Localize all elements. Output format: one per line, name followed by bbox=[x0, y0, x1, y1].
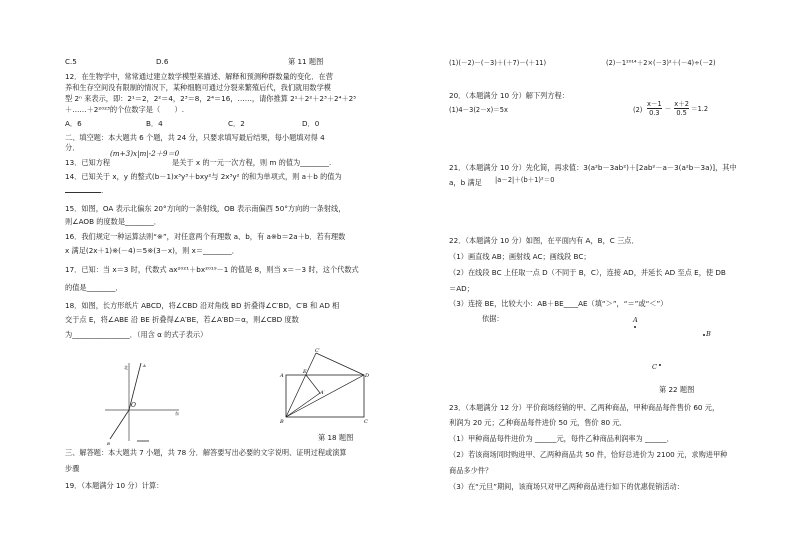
fraction-1-denominator: 0.3 bbox=[649, 109, 660, 117]
q22-line2: （1）画直线 AB；画射线 AC；画线段 BC； bbox=[449, 252, 591, 261]
section3-heading-line2: 步骤 bbox=[65, 464, 80, 473]
q22-point-a bbox=[633, 316, 638, 325]
compass-figure bbox=[105, 355, 195, 447]
fraction-2 bbox=[674, 98, 689, 117]
diagonal-bd bbox=[286, 375, 364, 417]
section3-heading-line1: 三、解答题：本大题共 7 小题，共 78 分．解答要写出必要的文字说明、证明过程或演算 bbox=[65, 448, 347, 457]
q12-line3: 型 2ⁿ 来表示，即：2¹＝2，2²＝4，2³＝8，2⁴＝16，……，请你推算 2¹＋2²＋2³＋2⁴＋2⁵ bbox=[65, 94, 357, 103]
q22-dot-c bbox=[659, 364, 661, 366]
rhs: ＝1.2 bbox=[691, 104, 709, 113]
q20-part2-label: (2) bbox=[633, 106, 643, 114]
label-e: E bbox=[303, 369, 307, 375]
q22-line5: （3）连接 BE，比较大小：AB＋BE____AE（填“＞”，“＝”或“＜”） bbox=[449, 299, 668, 308]
point-a-label: A bbox=[143, 363, 146, 368]
q19-heading: 19．（本题满分 10 分）计算： bbox=[65, 481, 164, 490]
q19-part1: (1)(－2)－(－3)＋(＋7)－(＋11) bbox=[449, 59, 547, 67]
q11-figure-caption: 第 11 题图 bbox=[288, 57, 324, 66]
origin-label: O bbox=[131, 402, 136, 409]
q18-line2: 交于点 E，将∠ABE 沿 BE 折叠得∠A′BE，若∠A′BD＝α，则∠CBD 度数 bbox=[65, 315, 299, 324]
q12-line2: 养和生存空间没有限制的情况下，某种细胞可通过分裂来繁殖后代，我们就用数学模 bbox=[65, 83, 331, 92]
q20-part1: (1)4－3(2－x)＝5x bbox=[449, 106, 508, 114]
east-label: 东 bbox=[175, 411, 179, 416]
q15-line2: 则∠AOB 的度数是________． bbox=[65, 217, 161, 226]
q21-line2-prefix: a，b 满足 bbox=[449, 178, 482, 187]
q12-option-a: A．6 bbox=[65, 119, 82, 128]
q19-part2: (2)－1²⁰¹⁴＋2×(－3)²＋(－4)÷(－2) bbox=[606, 59, 716, 67]
q17-line1: 17．已知：当 x＝3 时，代数式 ax²⁰²¹＋bx²⁰¹⁹－1 的值是 8，则当 x＝－3 时，这个代数式 bbox=[65, 265, 359, 274]
rectangle-fold-figure bbox=[278, 347, 370, 427]
label-c-prime: C′ bbox=[315, 348, 320, 354]
q22-dot-b bbox=[703, 334, 705, 336]
segment-cpd bbox=[316, 353, 364, 375]
fraction-2-numerator: x＋2 bbox=[674, 100, 689, 108]
q22-point-c: C bbox=[652, 363, 658, 371]
q23-line3: （1）甲种商品每件进价为 ______元，每件乙种商品利润率为 ______． bbox=[449, 434, 674, 443]
q12-line4: ＋……＋2²⁰²³的个位数字是（ ）. bbox=[65, 105, 185, 114]
q22-figure-caption: 第 22 题图 bbox=[659, 385, 695, 394]
q17-line2: 的值是________． bbox=[65, 283, 123, 292]
q13-equation: (m+3)x|m|-2＋9＝0 bbox=[110, 149, 180, 158]
label-a-prime: A′ bbox=[320, 390, 325, 396]
q14-text: 14．已知关于 x，y 的整式(b－1)x³y³＋bxy²与 2x³y² 的和为单项式，则 a＋b 的值为 bbox=[65, 172, 342, 181]
q12-line1: 12．在生物学中，常常通过建立数学模型来描述、解释和预测种群数量的变化．在营 bbox=[65, 72, 333, 81]
q23-line2: 利润为 20 元；乙种商品每件进价 50 元，售价 80 元． bbox=[449, 418, 627, 427]
segment-bcp bbox=[286, 353, 316, 417]
fraction-1-numerator: x－1 bbox=[647, 100, 662, 108]
q22-point-b: B bbox=[706, 330, 711, 338]
q12-option-b: B．4 bbox=[146, 119, 163, 128]
label-a: A bbox=[280, 373, 284, 379]
q22-line4: ＝AD； bbox=[449, 284, 474, 293]
q16-line2: x 满足(2x＋1)※(－4)＝5※(3－x)，则 x＝________． bbox=[65, 246, 239, 255]
point-b-label: B bbox=[107, 441, 110, 446]
q22-line3: （2）在线段 BC 上任取一点 D（不同于 B，C），连接 AD，并延长 AD 至点 E，使 DB bbox=[449, 268, 726, 277]
q11-option-d: D.6 bbox=[156, 57, 169, 66]
q12-option-d: D．0 bbox=[302, 119, 320, 128]
q21-condition: |a－2|＋(b＋1)²＝0 bbox=[495, 176, 555, 184]
q22-basis-label: 依据： bbox=[482, 314, 504, 323]
label-b: B bbox=[280, 419, 284, 425]
q23-line5: 商品多少件？ bbox=[449, 466, 493, 475]
q20-heading: 20．（本题满分 10 分）解下列方程： bbox=[449, 91, 569, 100]
q21-line1: 21．（本题满分 10 分）先化简，再求值：3(a²b－3ab²)＋[2ab²－a－3(a²b－3a)]，其中 bbox=[449, 163, 737, 172]
q12-option-c: C．2 bbox=[228, 119, 245, 128]
q18-figure-caption: 第 18 题图 bbox=[318, 433, 354, 442]
q23-line1: 23．（本题满分 12 分）平价商场经销的甲、乙两种商品，甲种商品每件售价 60 元， bbox=[449, 403, 720, 412]
label-c: C bbox=[364, 419, 368, 425]
q15-line1: 15．如图，OA 表示北偏东 20°方向的一条射线，OB 表示南偏西 50°方向的一条射线， bbox=[65, 204, 346, 213]
q18-line1: 18．如图，长方形纸片 ABCD，将∠CBD 沿对角线 BD 折叠得∠C′BD，C′B 和 AD 相 bbox=[65, 301, 340, 310]
section2-heading-line1: 二、填空题：本大题共 6 个题，共 24 分，只要求填写最后结果，每小题填对得 4 bbox=[65, 133, 325, 142]
minus-sign: － bbox=[664, 104, 672, 113]
segment-bap bbox=[286, 393, 320, 417]
q16-line1: 16．我们规定一种运算法则“※”，对任意两个有理数 a、b，有 a※b＝2a＋b．若有理数 bbox=[65, 232, 346, 241]
q20-part2-equation bbox=[647, 98, 708, 117]
q11-option-c: C.5 bbox=[65, 57, 77, 66]
q14-answer-blank: . bbox=[65, 185, 103, 195]
q23-line4: （2）若该商场同时购进甲、乙两种商品共 50 件，恰好总进价为 2100 元，求购进甲种 bbox=[449, 450, 728, 459]
q13-prefix: 13．已知方程 bbox=[65, 158, 111, 167]
section2-heading-line2: 分． bbox=[65, 143, 80, 152]
north-label: 北 bbox=[124, 365, 128, 370]
q13-text: 是关于 x 的一元一次方程，则 m 的值为________. bbox=[172, 158, 332, 167]
fraction-1 bbox=[647, 98, 662, 117]
q22-dot-a bbox=[634, 326, 636, 328]
ray-ob bbox=[110, 410, 129, 439]
q22-line1: 22．（本题满分 10 分）如图，在平面内有 A，B，C 三点． bbox=[449, 236, 639, 245]
fraction-2-denominator: 0.5 bbox=[676, 109, 687, 117]
segment-eap bbox=[306, 375, 320, 393]
q22-point-a-label: A bbox=[633, 316, 638, 324]
q18-line3: 为________________．（用含 α 的式子表示） bbox=[65, 330, 208, 339]
label-d: D bbox=[365, 373, 370, 379]
q23-line6: （3）在“元旦”期间，该商场只对甲乙两种商品进行如下的优惠促销活动： bbox=[449, 482, 684, 491]
